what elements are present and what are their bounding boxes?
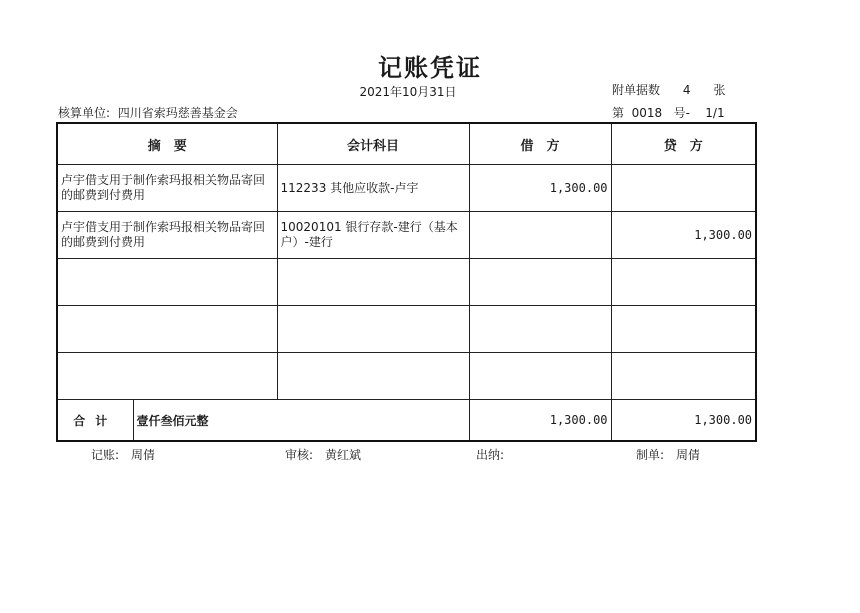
header-summary: 摘 要 — [57, 123, 277, 165]
row-credit — [611, 165, 756, 212]
total-label: 合计 — [57, 400, 133, 442]
unit-name: 四川省索玛慈善基金会 — [117, 106, 238, 120]
attachments-info — [612, 81, 725, 98]
row-credit — [611, 259, 756, 306]
table-row — [57, 306, 756, 353]
header-debit: 借 方 — [469, 123, 611, 165]
total-row — [57, 400, 756, 442]
row-credit — [611, 306, 756, 353]
row-debit — [469, 306, 611, 353]
table-header-row — [57, 123, 756, 165]
voucher-date: 2021年10月31日 — [359, 85, 457, 99]
row-account: 112233 其他应收款-卢宇 — [277, 165, 469, 212]
voucher-title: 记账凭证 — [378, 54, 482, 82]
row-account: 10020101 银行存款-建行（基本户）-建行 — [277, 212, 469, 259]
row-debit — [469, 353, 611, 400]
reviewer-signature: 审核: 黄红斌 — [285, 448, 362, 462]
row-account — [277, 259, 469, 306]
bookkeeper-signature: 记账: 周倩 — [91, 448, 156, 462]
voucher-no-suffix: 号- — [673, 106, 690, 120]
row-debit — [469, 212, 611, 259]
row-account — [277, 306, 469, 353]
header-credit: 贷 方 — [611, 123, 756, 165]
row-summary — [57, 306, 277, 353]
attachments-label: 附单据数 — [612, 83, 661, 97]
row-debit: 1,300.00 — [469, 165, 611, 212]
attachments-unit: 张 — [713, 83, 726, 97]
voucher-no-value: 0018 — [631, 106, 663, 120]
voucher-no-label: 第 — [612, 106, 625, 120]
total-amount-words: 壹仟叁佰元整 — [133, 400, 469, 442]
voucher-page: 1/1 — [705, 106, 725, 120]
row-summary: 卢宇借支用于制作索玛报相关物品寄回的邮费到付费用 — [57, 212, 277, 259]
table-row — [57, 165, 756, 212]
row-account — [277, 353, 469, 400]
accounting-unit — [58, 104, 238, 121]
voucher-table — [56, 122, 757, 442]
total-debit: 1,300.00 — [469, 400, 611, 442]
row-summary: 卢宇借支用于制作索玛报相关物品寄回的邮费到付费用 — [57, 165, 277, 212]
row-credit: 1,300.00 — [611, 212, 756, 259]
attachments-count: 4 — [682, 83, 691, 97]
row-debit — [469, 259, 611, 306]
table-row — [57, 212, 756, 259]
preparer-signature: 制单: 周倩 — [636, 448, 701, 462]
table-row — [57, 353, 756, 400]
cashier-signature: 出纳: — [476, 448, 505, 462]
row-credit — [611, 353, 756, 400]
voucher-number — [612, 104, 725, 121]
total-credit: 1,300.00 — [611, 400, 756, 442]
header-account: 会计科目 — [277, 123, 469, 165]
row-summary — [57, 353, 277, 400]
row-summary — [57, 259, 277, 306]
unit-label: 核算单位: — [58, 106, 111, 120]
table-row — [57, 259, 756, 306]
